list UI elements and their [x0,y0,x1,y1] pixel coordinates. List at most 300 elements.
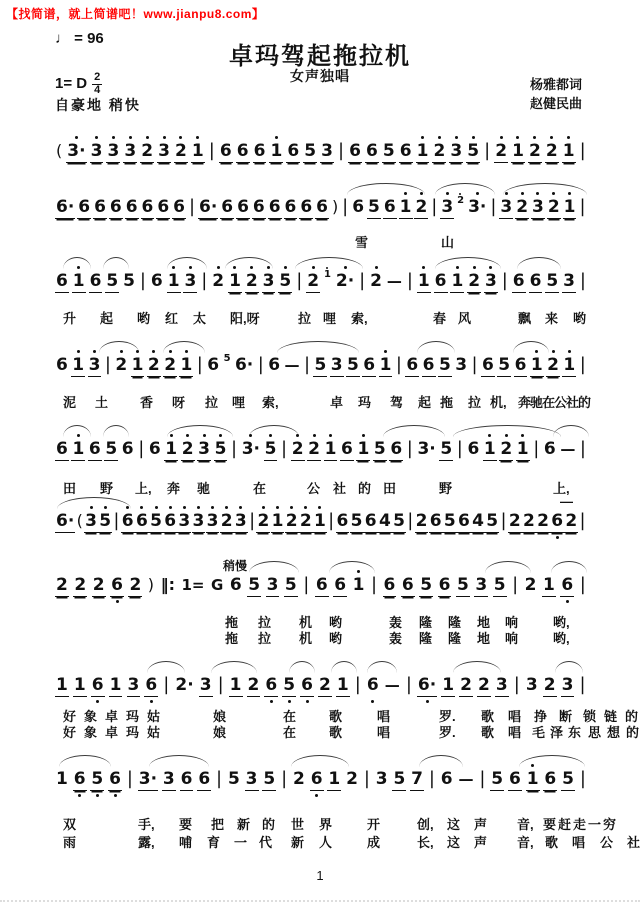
lyric-segment: 新 [291,835,305,850]
barline: | [281,768,288,789]
lyric-segment: 歌 [481,725,495,740]
note: 6 [229,575,242,595]
note: 3 [199,675,212,695]
note: 2 [147,355,160,375]
note: 3 [192,511,205,531]
lyric-segment: 链 [604,709,618,724]
lyric-segment: 社 [627,835,640,850]
note: 6 [334,575,347,595]
parenthesis: ( [56,141,63,160]
barline: | [579,270,586,291]
barline: | [163,674,170,695]
key-prefix: 1= D [55,75,88,93]
note: 1 [526,769,539,789]
slur-arc [289,661,315,673]
barline: | [354,674,361,695]
barline: | [196,354,203,375]
lyric-segment: 歌 [481,709,495,724]
barline: | [579,140,586,161]
lyric-segment: 香 [140,395,154,410]
note: 5 [443,511,456,531]
note: 2 [460,675,472,695]
lyric-segment: 索, [262,395,279,410]
note: 1 [191,141,204,161]
note: 5 [106,271,119,291]
note: 1 [379,355,392,375]
note: 2 [115,355,128,375]
lyric-segment: 玛 [358,395,372,410]
note: 6 [148,439,161,459]
lyric-segment: 哟 [137,311,151,326]
lyric-segment: 机 [299,615,313,630]
barline: | [231,438,238,459]
note: 1 [357,439,370,459]
note: 6 [109,197,122,217]
note: 5 [562,769,574,789]
slur-arc [383,425,445,437]
notes-row [55,574,587,600]
lyricist-credit: 杨雅都词 [529,77,582,92]
notes-row [55,354,587,380]
slur-arc [167,425,233,437]
notes-row [55,768,587,794]
note: 2 [174,141,187,161]
lyric-segment: 哟, [553,615,570,630]
note: 2 [547,355,559,375]
lyric-segment: 拖 [225,615,239,630]
note: 1 [442,675,455,695]
lyric-segment: 响 [505,631,519,646]
lyric-segment: 在 [283,725,297,740]
note: 3 [561,675,574,695]
slur-arc [291,755,349,767]
slur-arc [103,257,129,269]
note: 6 [440,769,453,789]
note: 6 [221,197,234,217]
note: 3 [162,769,175,789]
lyric-segment: 人 [319,835,333,850]
notes-row [55,438,587,464]
barline: | [579,438,586,459]
note: 3 [245,769,258,789]
lyric-segment: 成 [367,835,381,850]
lyric-segment: 东 [568,725,582,740]
lyric-segment: 毛 [532,725,546,740]
note: 6 [543,439,556,459]
page-title: 卓玛驾起拖拉机 [229,43,411,70]
text-token: 1= [181,576,205,594]
note: 1 [543,575,555,595]
note: 3 [124,141,137,161]
lyric-segment: 来 [545,311,559,326]
note: 5 [263,769,276,789]
note: 4 [378,511,391,531]
barline: | [139,270,146,291]
lyric-segment: 飘 [518,311,532,326]
slur-arc [519,755,585,767]
lyric-segment: 唱 [572,835,586,850]
note: 1 [72,439,85,459]
credits [530,76,582,114]
note: 6 [268,197,281,217]
note: 1 [73,675,86,695]
barline: | [104,354,111,375]
slur-arc [453,661,501,673]
slur-arc [513,341,549,353]
note: 3· [138,769,158,789]
slur-arc [249,561,299,573]
note: 2 [547,197,560,217]
note: 3 [375,769,388,789]
note: 6 [164,511,177,531]
note: 2 [537,511,549,531]
lyric-segment: 长, [417,835,434,850]
barline: | [363,768,370,789]
note: 3 [441,197,454,217]
note: 6 [89,271,102,291]
note: 5 [456,575,469,595]
note: 1 [399,197,412,217]
note: 6· [56,511,75,531]
note: 5 [368,197,380,217]
note: 2 [524,575,537,595]
note: 6 [467,439,480,459]
note: 3 [262,271,275,291]
slur-arc [485,561,531,573]
lyric-segment: 田 [383,481,397,496]
note: 1 [271,511,284,531]
note: 2 [415,197,428,217]
note: 6 [422,355,435,375]
note: 3 [184,271,197,291]
note: 5 [491,769,504,789]
note: 6 [236,141,249,161]
bottom-dotted-divider [0,900,640,902]
note: 3 [525,675,538,695]
slur-arc [503,183,587,195]
lyric-row [55,722,640,740]
grace-note: 2 [457,195,465,206]
note: 1 [563,355,576,375]
note: 2 [495,141,508,161]
note: 2 [319,675,331,695]
note: 2 [565,511,578,531]
note: 2 [74,575,87,595]
notes-row [55,270,587,296]
note: 5 [99,511,112,531]
lyric-segment: 双 [63,817,77,832]
note: 6 [287,141,300,161]
slur-arc [277,341,359,353]
note: 6 [284,197,297,217]
note: 2 [212,271,225,291]
note: 3 [563,271,575,291]
note: 5 [420,575,433,595]
lyric-row [55,478,587,494]
note: 3 [500,197,513,217]
slur-arc [553,425,589,437]
lyric-row [55,308,587,324]
lyric-segment: 隆 [448,631,462,646]
note: 6 [366,675,379,695]
barline: | [533,438,540,459]
note: 3 [485,271,497,291]
lyric-segment: 雪 [355,235,369,250]
tempo-change-label: 稍慢 [223,559,248,573]
slur-arc [435,183,495,195]
note: 1 [56,675,68,695]
note: 3 [330,355,343,375]
note: 6 [121,439,134,459]
barline: | [257,354,264,375]
lyric-segment: 拖 [440,395,454,410]
grace-note: 5 [223,353,231,364]
lyric-segment: 音, [517,817,534,832]
lyric-segment: 机 [299,631,313,646]
slur-arc [225,257,273,269]
lyric-segment: 唱 [508,725,522,740]
lyric-segment: 哩 [232,395,246,410]
lyric-segment: 机, [490,395,507,410]
lyric-row [55,612,587,628]
note: 6· [56,197,75,217]
lyric-segment: 野 [439,481,453,496]
lyric-segment: — [560,494,573,509]
lyric-segment: 驰 [197,481,211,496]
note: 6 [551,511,564,531]
lyric-segment: 野 [100,481,114,496]
notes-row [55,196,587,222]
note: 5 [150,511,162,531]
note: 2 [346,769,358,789]
barline: | [500,510,507,531]
parenthesis: ) [331,197,339,216]
notes-row [55,510,587,536]
note: 3· [468,197,487,217]
note: 5 [382,141,395,161]
lyric-segment: 新 [237,817,251,832]
note: 1 [180,355,193,375]
lyric-segment: 公 [600,835,614,850]
key-signature [55,72,102,96]
lyric-segment: 罗. [439,725,456,740]
lyric-segment: 娘 [213,725,227,740]
lyric-segment: 锁 [583,709,597,724]
lyric-segment: 社 [333,481,347,496]
note: 1 [229,271,241,291]
note: 5 [227,769,240,789]
lyric-segment: 挣 [534,709,548,724]
hold-dash: — [284,356,300,374]
note: 2 [545,141,558,161]
note: 1 [563,197,576,217]
note: 1 [270,141,283,161]
barline: | [431,196,438,217]
note: 3 [450,141,463,161]
note: 6 [544,769,557,789]
note: 2 [468,271,481,291]
lyric-segment: 升 [63,311,77,326]
note: 1 [56,769,68,789]
lyric-segment: 好象卓玛姑 [63,725,169,740]
note: 6 [514,355,527,375]
note: 3 [127,675,140,695]
slur-arc [249,425,299,437]
lyric-row [55,706,639,724]
lyric-segment: 奔驰在公社的 [518,395,591,410]
lyric-segment: 音, [517,835,534,850]
note: 6 [135,511,148,531]
note: 5 [350,511,363,531]
lyric-segment: 手, [138,817,155,832]
note: 3 [206,511,219,531]
lyric-segment: 轰 [389,631,403,646]
note: 6 [150,271,163,291]
note: 6 [111,575,123,595]
lyric-segment: 隆 [419,615,433,630]
note: 2· [175,675,194,695]
barline: | [395,354,402,375]
lyric-row [55,494,587,510]
note: 6 [300,197,313,217]
note: 6 [207,355,220,375]
lyric-segment: 世 [291,817,305,832]
note: 6 [157,197,170,217]
note: 6 [252,197,265,217]
note: 3 [107,141,120,161]
note: 6 [482,355,494,375]
note: 5 [373,439,386,459]
time-signature [92,72,102,96]
lyric-segment: 起 [418,395,432,410]
lyric-segment: 把 [211,817,225,832]
note: 6 [121,511,134,531]
lyric-segment: 轰 [389,615,403,630]
lyric-segment: 响 [505,615,519,630]
note: 1 [131,355,144,375]
note: 6 [512,271,525,291]
note: 6 [56,355,68,375]
note: 2 [181,439,194,459]
lyric-segment: 歌 [329,709,343,724]
note: 3 [234,511,247,531]
barline: | [579,354,586,375]
note: 2 [247,675,260,695]
lyric-segment: 声 [474,835,488,850]
barline: | [490,196,497,217]
note: 5 [498,355,511,375]
lyric-segment: 红 [165,311,179,326]
slur-arc [419,755,463,767]
note: 6 [336,511,349,531]
note: 6 [434,271,447,291]
lyric-segment: 泥 [63,395,77,410]
note: 2 [293,769,305,789]
note: 6 [458,511,470,531]
note: 1 [328,769,341,789]
note: 5 [393,769,406,789]
lyric-segment: 的 [626,725,640,740]
barline: | [337,140,345,161]
note: 5 [467,141,480,161]
barline: | [281,438,288,459]
note: 6 [180,769,193,789]
time-signature-numerator: 2 [94,71,101,83]
note: 2 [516,197,529,217]
note: 1 [483,439,496,459]
parenthesis: ) [147,575,155,594]
note: 3 [455,355,468,375]
note: 6 [364,511,377,531]
note: 1 [167,271,180,291]
note: 6 [316,197,328,217]
note: 2 [129,575,142,595]
note: 1 [352,575,365,595]
note: 6 [173,197,185,217]
note: 6 [268,355,281,375]
note: 6 [383,197,396,217]
note: 3 [178,511,191,531]
notes-row [55,674,587,700]
lyric-segment: 奔 [167,481,181,496]
note: 1 [512,141,524,161]
note: 2 [433,141,446,161]
grace-note: 1 [323,269,331,280]
lyric-segment: 山 [441,235,455,250]
note: 5 [493,575,506,595]
note: 2 [245,271,258,291]
note: 6 [429,511,442,531]
note: 3 [198,439,211,459]
note: 6 [237,197,249,217]
barline: | [579,510,586,531]
note: 1 [324,439,337,459]
site-banner-link[interactable]: 【找简谱，就上简谱吧！www.jianpu8.com】 [6,7,265,21]
lyric-segment: 雨 [63,835,77,850]
note: 1 [72,271,85,291]
repeat-sign: ‖: [160,575,175,594]
note: 6· [199,197,218,217]
note: 6 [363,355,376,375]
lyric-segment: 土 [95,395,109,410]
slur-arc [147,661,185,673]
lyric-segment: 地 [477,631,491,646]
hold-dash: — [458,770,474,788]
barline: | [249,510,256,531]
barline: | [579,574,586,595]
lyric-segment: 唱 [377,709,391,724]
note: 2 [508,511,521,531]
note: 1 [72,355,85,375]
note: 2 [370,271,382,291]
subtitle: 女声独唱 [290,68,350,84]
note: 3 [88,355,101,375]
note: 5 [393,511,405,531]
note: 4 [472,511,484,531]
lyric-segment: 声 [474,817,488,832]
lyric-segment: 创, [417,817,434,832]
lyric-segment: 呀 [172,395,186,410]
barline: | [512,574,519,595]
note: 2 [92,575,105,595]
note: 6 [301,675,314,695]
lyric-segment: 断 [559,709,573,724]
note: 5 [440,439,453,459]
lyric-segment: 哟 [329,631,343,646]
lyric-segment: 拉 [258,615,272,630]
note: 5 [284,575,297,595]
lyric-segment: 这 [447,835,461,850]
